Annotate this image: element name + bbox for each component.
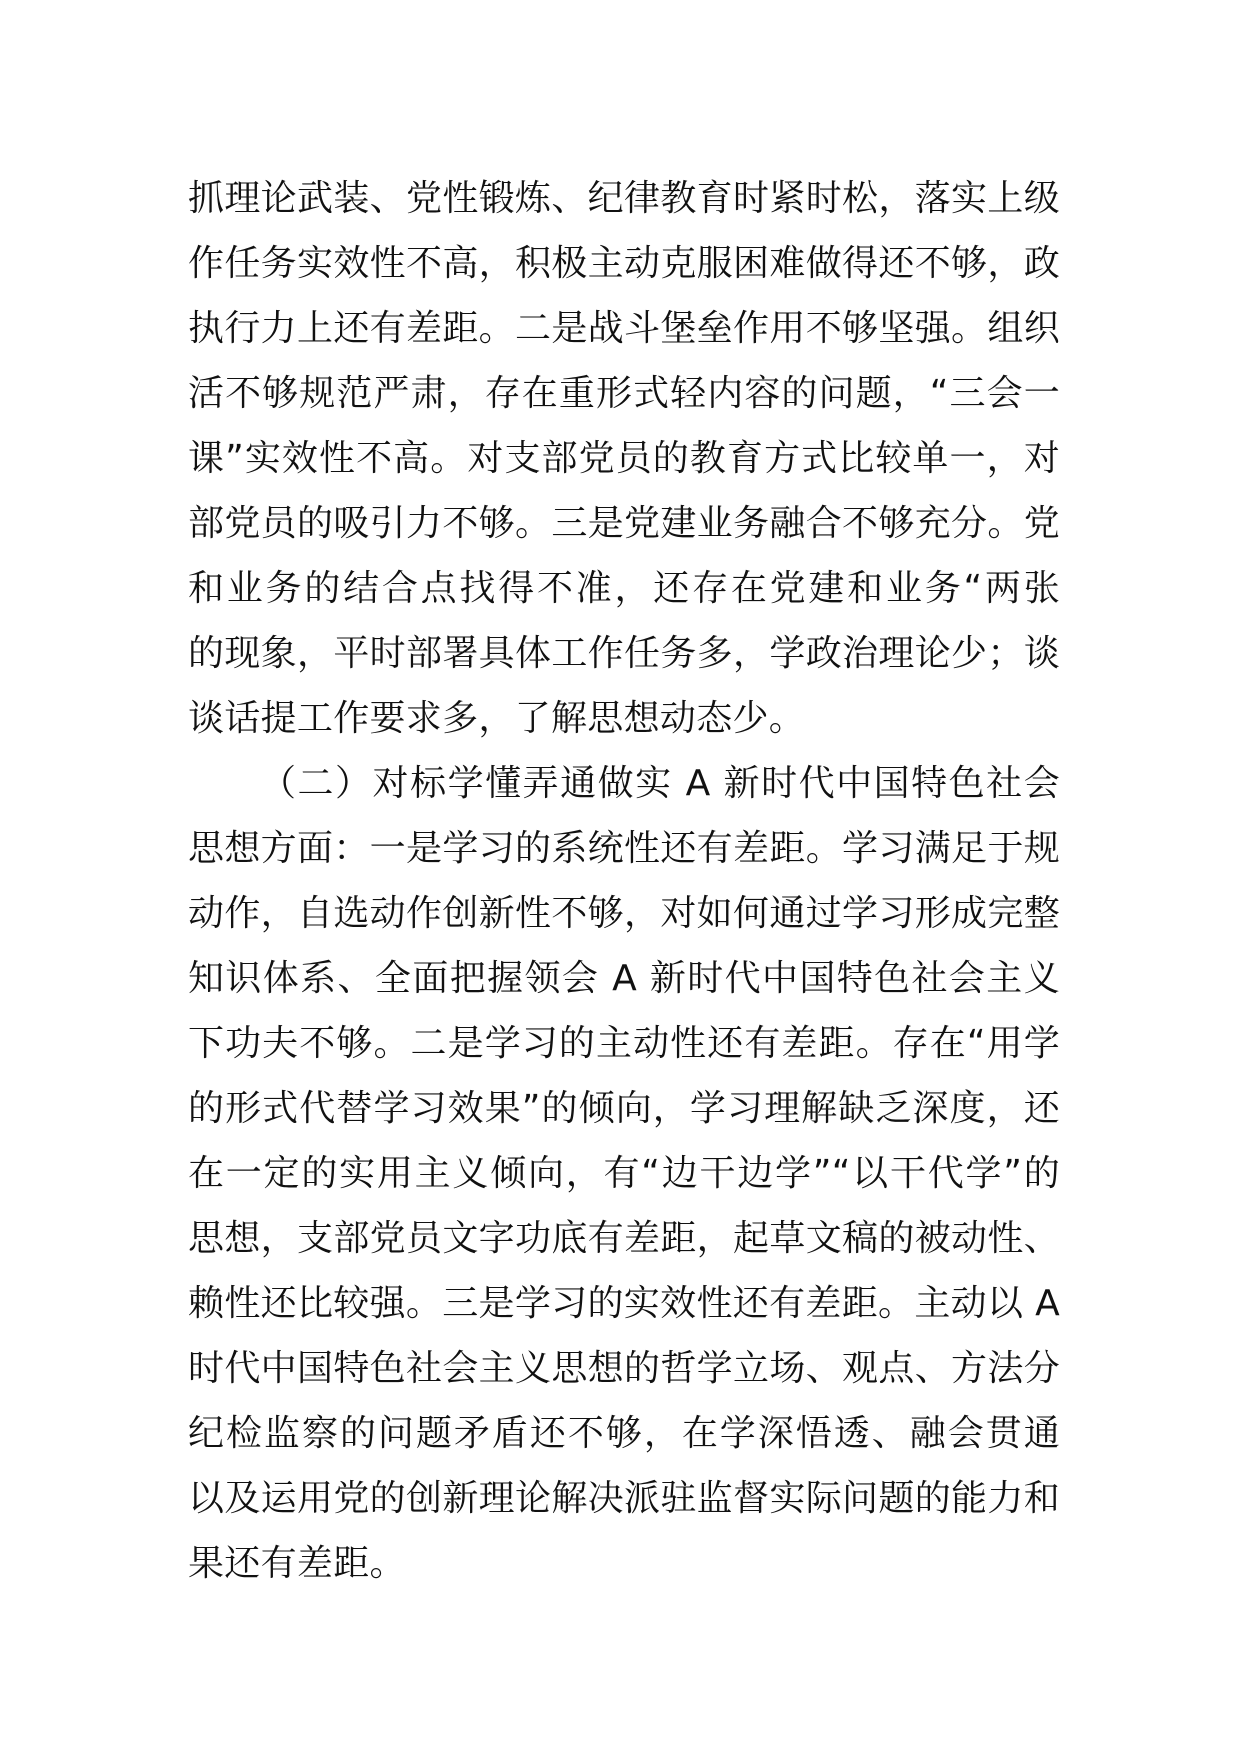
text-line: 纪检监察的问题矛盾还不够，在学深悟透、融会贯通 (188, 1413, 1060, 1454)
text-line: 下功夫不够。二是学习的主动性还有差距。存在“用学 (188, 1023, 1060, 1064)
document-body (188, 166, 1060, 1596)
paragraph-2 (188, 751, 1060, 1596)
text-line: 动作，自选动作创新性不够，对如何通过学习形成完整 (188, 893, 1060, 934)
text-line: 和业务的结合点找得不准，还存在党建和业务“两张 (188, 568, 1060, 609)
text-line: 的现象，平时部署具体工作任务多，学政治理论少；谈 (188, 633, 1060, 674)
paragraph-1 (188, 166, 1060, 751)
text-line: 部党员的吸引力不够。三是党建业务融合不够充分。党 (188, 503, 1060, 544)
text-line: 在一定的实用主义倾向，有“边干边学”“以干代学”的 (188, 1153, 1060, 1194)
text-line: 知识体系、全面把握领会 A 新时代中国特色社会主义 (188, 958, 1060, 999)
text-line: 思想，支部党员文字功底有差距，起草文稿的被动性、 (188, 1218, 1060, 1259)
text-line: 活不够规范严肃，存在重形式轻内容的问题，“三会一 (188, 373, 1060, 414)
text-line: 谈话提工作要求多，了解思想动态少。 (188, 698, 806, 739)
text-line: 抓理论武装、党性锻炼、纪律教育时紧时松，落实上级 (188, 178, 1060, 219)
text-line: 课”实效性不高。对支部党员的教育方式比较单一，对 (188, 438, 1060, 479)
text-line: 以及运用党的创新理论解决派驻监督实际问题的能力和 (188, 1478, 1060, 1519)
text-line: 果还有差距。 (188, 1543, 406, 1584)
text-line: 执行力上还有差距。二是战斗堡垒作用不够坚强。组织 (188, 308, 1060, 349)
text-line: 赖性还比较强。三是学习的实效性还有差距。主动以 A (188, 1283, 1060, 1324)
text-line: 思想方面：一是学习的系统性还有差距。学习满足于规 (188, 828, 1060, 869)
text-line: 作任务实效性不高，积极主动克服困难做得还不够，政 (188, 243, 1060, 284)
text-line: 时代中国特色社会主义思想的哲学立场、观点、方法分 (188, 1348, 1060, 1389)
text-line: （二）对标学懂弄通做实 A 新时代中国特色社会 (260, 763, 1060, 804)
text-line: 的形式代替学习效果”的倾向，学习理解缺乏深度，还 (188, 1088, 1060, 1129)
